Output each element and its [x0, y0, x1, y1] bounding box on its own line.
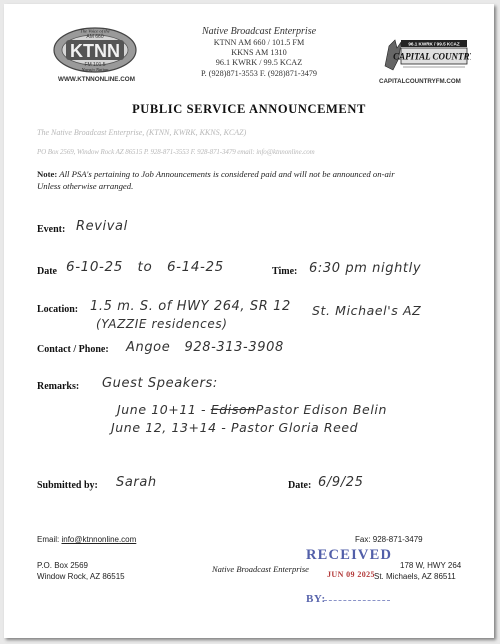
footer-city-right: St. Michaels, AZ 86511 — [374, 572, 456, 581]
psa-form-page — [4, 4, 494, 638]
footer-po-box: P.O. Box 2569 — [37, 561, 88, 570]
received-stamp: RECEIVED — [306, 547, 393, 563]
ktnn-logo-name: KTNN — [70, 41, 120, 61]
location-value-2: (YAZZIE residences) — [96, 317, 228, 331]
email-label: Email: — [37, 535, 60, 544]
header-line-4: P. (928)871-3553 F. (928)871-3479 — [200, 68, 317, 78]
email-link[interactable]: info@ktnnonline.com — [61, 535, 137, 544]
location-label: Location: — [37, 304, 79, 315]
received-stamp-by: BY: — [306, 593, 326, 605]
ktnn-logo-fm: FM 101.5 — [84, 62, 106, 68]
date-label: Date — [37, 266, 57, 277]
ktnn-logo-am: AM 660 — [86, 34, 104, 40]
received-stamp-date: JUN 09 2025 — [327, 570, 375, 579]
ktnn-logo — [52, 26, 138, 83]
remarks-line-2: June 12, 13+14 - Pastor Gloria Reed — [111, 420, 359, 435]
ktnn-url: WWW.KTNNONLINE.COM — [58, 76, 135, 83]
capital-country-bar: 96.1 KWRK / 99.5 KCAZ — [408, 41, 460, 47]
note-label: Note: — [37, 169, 58, 179]
remarks-line-1-struck: Edison — [210, 402, 256, 417]
remarks-line-1-prefix: June 10+11 - — [117, 402, 207, 417]
note — [37, 168, 395, 192]
faded-line-2: PO Box 2569, Window Rock AZ 86515 P. 928-871-3553 F. 928-871-3479 email: info@ktnnonline.com — [37, 148, 315, 156]
header-line-3: 96.1 KWRK / 99.5 KCAZ — [215, 58, 303, 68]
time-label: Time: — [272, 266, 298, 277]
remarks-line-1 — [117, 402, 387, 417]
remarks-line-1-rest: Pastor Edison Belin — [255, 402, 388, 417]
station-header — [159, 26, 359, 79]
contact-label: Contact / Phone: — [37, 344, 109, 355]
ktnn-logo-arc-top: The Voice of the — [80, 28, 110, 34]
contact-value: Angoe 928-313-3908 — [126, 340, 284, 355]
capital-country-name: CAPITAL COUNTRY — [393, 51, 471, 62]
footer-company: Native Broadcast Enterprise — [212, 564, 309, 574]
remarks-heading: Guest Speakers: — [102, 376, 218, 391]
event-label: Event: — [37, 224, 66, 235]
capital-country-url: CAPITALCOUNTRYFM.COM — [379, 78, 461, 85]
faded-line-1: The Native Broadcast Enterprise, (KTNN, KWRK, KKNS, KCAZ) — [37, 128, 247, 137]
date2-value: 6/9/25 — [318, 475, 364, 490]
date2-label: Date: — [288, 480, 312, 491]
location-value-city: St. Michael's AZ — [312, 303, 422, 318]
note-text-line-1: All PSA's pertaining to Job Announcements is considered paid and will not be announced on-air — [59, 169, 395, 179]
event-value: Revival — [76, 219, 128, 234]
ktnn-logo-arc-bottom: Navajo Nation — [81, 67, 109, 72]
note-text-line-2: Unless otherwise arranged. — [37, 181, 134, 191]
received-stamp-line — [324, 600, 390, 602]
header-company: Native Broadcast Enterprise — [201, 26, 317, 37]
footer-fax: Fax: 928-871-3479 — [355, 535, 423, 544]
submitted-value: Sarah — [116, 475, 157, 490]
footer-address-right: 178 W, HWY 264 — [400, 561, 462, 570]
header-line-2: KKNS AM 1310 — [231, 48, 287, 58]
footer-city-left: Window Rock, AZ 86515 — [37, 572, 125, 581]
remarks-label: Remarks: — [37, 381, 80, 392]
page-title: PUBLIC SERVICE ANNOUNCEMENT — [132, 102, 366, 116]
ktnn-logo-graphic — [52, 26, 138, 80]
submitted-label: Submitted by: — [37, 480, 98, 491]
date-value: 6-10-25 to 6-14-25 — [66, 259, 224, 275]
capital-country-logo — [379, 36, 471, 85]
capital-country-graphic — [381, 36, 471, 76]
header-line-1: KTNN AM 660 / 101.5 FM — [213, 38, 305, 47]
footer-email — [37, 535, 136, 544]
location-value-1: 1.5 m. S. of HWY 264, SR 12 — [90, 299, 291, 314]
time-value: 6:30 pm nightly — [309, 261, 422, 276]
